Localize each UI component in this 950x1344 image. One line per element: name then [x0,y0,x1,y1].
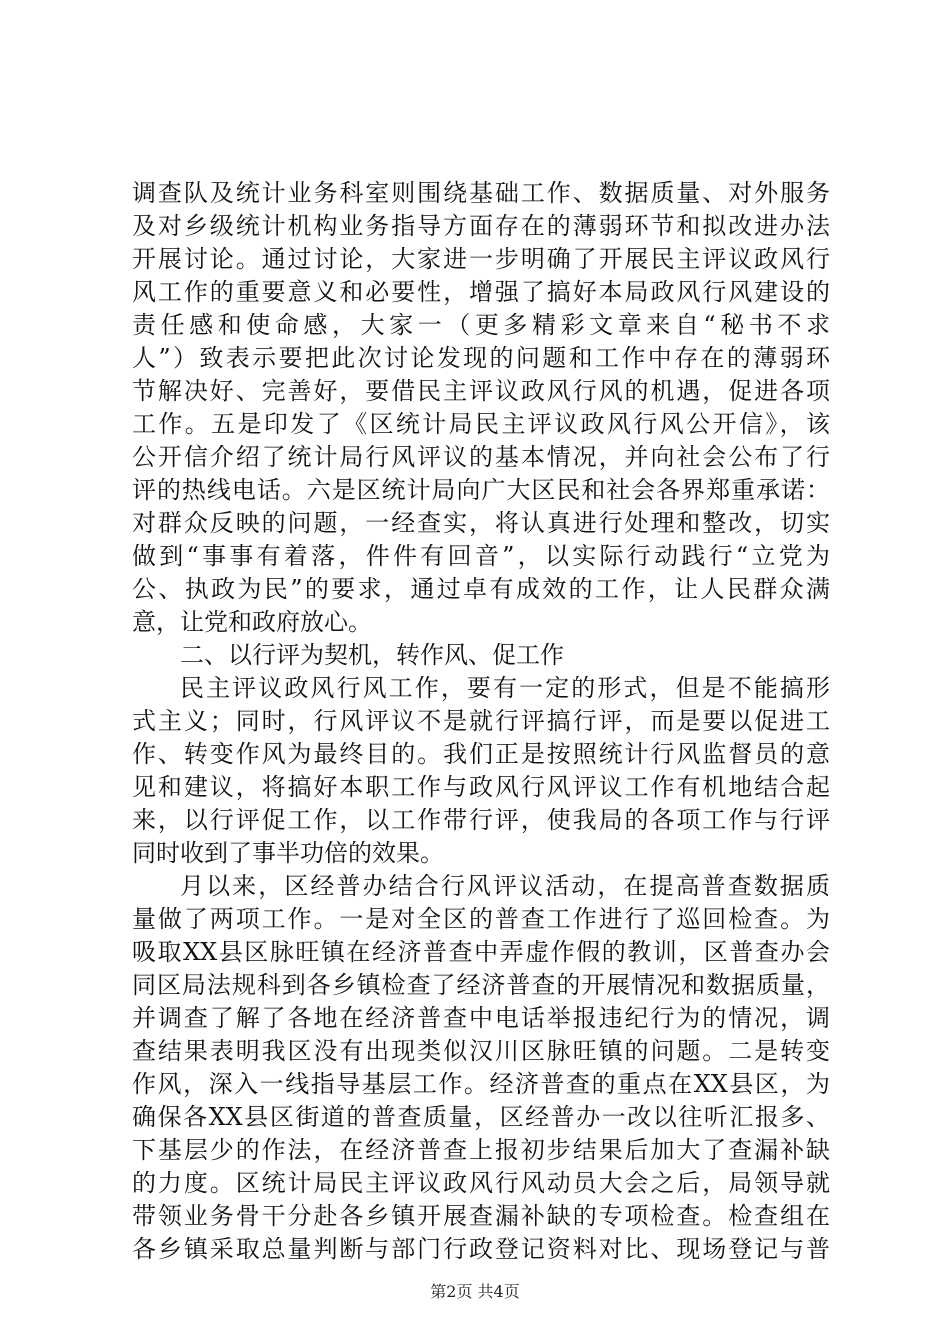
text-line: 公开信介绍了统计局行风评议的基本情况，并向社会公布了行 [132,443,830,471]
text-line: 来，以行评促工作，以工作带行评，使我局的各项工作与行评 [132,806,830,834]
text-line: 调查队及统计业务科室则围绕基础工作、数据质量、对外服务 [132,179,830,207]
page-number: 第2页 共4页 [430,1282,520,1301]
text-line: 意，让党和政府放心。 [132,608,372,636]
text-line: 责任感和使命感，大家一（更多精彩文章来自“秘书不求 [132,311,830,339]
section-heading: 二、以行评为契机，转作风、促工作 [180,641,564,669]
page-footer [0,1281,950,1303]
text-line: 带领业务骨干分赴各乡镇开展查漏补缺的专项检查。检查组在 [132,1202,830,1230]
text-line: 见和建议，将搞好本职工作与政风行风评议工作有机地结合起 [132,773,830,801]
text-line: 人”）致表示要把此次讨论发现的问题和工作中存在的薄弱环 [132,344,830,372]
text-line: 作、转变作风为最终目的。我们正是按照统计行风监督员的意 [132,740,830,768]
text-line: 式主义；同时，行风评议不是就行评搞行评，而是要以促进工 [132,707,830,735]
text-line: 做到“事事有着落，件件有回音”，以实际行动践行“立党为 [132,542,830,570]
text-line: 量做了两项工作。一是对全区的普查工作进行了巡回检查。为 [132,905,830,933]
text-line: 风工作的重要意义和必要性，增强了搞好本局政风行风建设的 [132,278,830,306]
text-line: 并调查了解了各地在经济普查中电话举报违纪行为的情况，调 [132,1004,830,1032]
text-line: 评的热线电话。六是区统计局向广大区民和社会各界郑重承诺： [132,476,830,504]
text-line: 确保各XX县区街道的普查质量，区经普办一改以往听汇报多、 [132,1103,830,1131]
text-line: 各乡镇采取总量判断与部门行政登记资料对比、现场登记与普 [132,1235,830,1263]
text-line: 同时收到了事半功倍的效果。 [132,839,444,867]
text-line: 工作。五是印发了《区统计局民主评议政风行风公开信》，该 [132,410,830,438]
text-line: 查结果表明我区没有出现类似汉川区脉旺镇的问题。二是转变 [132,1037,830,1065]
text-line: 节解决好、完善好，要借民主评议政风行风的机遇，促进各项 [132,377,830,405]
document-body [132,177,830,1266]
text-line: 公、执政为民”的要求，通过卓有成效的工作，让人民群众满 [132,575,830,603]
text-line: 月以来，区经普办结合行风评议活动，在提高普查数据质 [180,872,830,900]
text-line: 及对乡级统计机构业务指导方面存在的薄弱环节和拟改进办法 [132,212,830,240]
text-line: 民主评议政风行风工作，要有一定的形式，但是不能搞形 [180,674,830,702]
text-line: 的力度。区统计局民主评议政风行风动员大会之后，局领导就 [132,1169,830,1197]
text-line: 下基层少的作法，在经济普查上报初步结果后加大了查漏补缺 [132,1136,830,1164]
text-line: 开展讨论。通过讨论，大家进一步明确了开展民主评议政风行 [132,245,830,273]
text-line: 对群众反映的问题，一经查实，将认真进行处理和整改，切实 [132,509,830,537]
text-line: 吸取XX县区脉旺镇在经济普查中弄虚作假的教训，区普查办会 [132,938,830,966]
text-line: 作风，深入一线指导基层工作。经济普查的重点在XX县区，为 [132,1070,830,1098]
text-line: 同区局法规科到各乡镇检查了经济普查的开展情况和数据质量， [132,971,830,999]
